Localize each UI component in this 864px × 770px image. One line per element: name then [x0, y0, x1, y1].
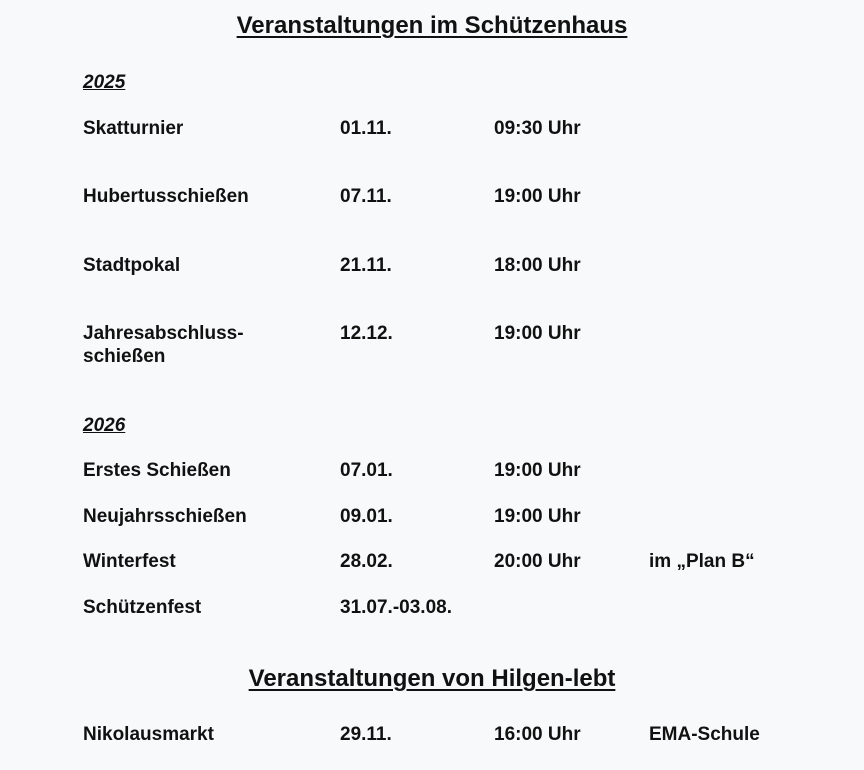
event-time: 19:00 Uhr [494, 186, 581, 207]
event-name: Stadtpokal [83, 255, 181, 276]
event-name: Winterfest [83, 551, 176, 572]
event-time: 19:00 Uhr [494, 506, 581, 527]
event-location: EMA-Schule [649, 724, 760, 745]
year-heading-2025: 2025 [83, 72, 126, 93]
event-date: 29.11. [340, 724, 392, 745]
event-name: Erstes Schießen [83, 460, 231, 481]
event-location: im „Plan B“ [649, 551, 755, 572]
event-name: Neujahrsschießen [83, 506, 247, 527]
event-date: 09.01. [340, 506, 393, 527]
event-name-line2: schießen [83, 346, 166, 367]
event-name: Nikolausmarkt [83, 724, 214, 745]
event-name: Schützenfest [83, 597, 202, 618]
event-name: Skatturnier [83, 118, 184, 139]
event-time: 19:00 Uhr [494, 460, 581, 481]
event-date: 07.11. [340, 186, 392, 207]
event-name: Hubertusschießen [83, 186, 249, 207]
event-date: 28.02. [340, 551, 393, 572]
event-date: 31.07.-03.08. [340, 597, 452, 618]
event-date: 21.11. [340, 255, 392, 276]
event-time: 09:30 Uhr [494, 118, 581, 139]
event-date: 12.12. [340, 323, 393, 344]
event-date: 01.11. [340, 118, 392, 139]
event-name-line1: Jahresabschluss- [83, 323, 244, 344]
event-date: 07.01. [340, 460, 393, 481]
event-time: 16:00 Uhr [494, 724, 581, 745]
page-title: Veranstaltungen im Schützenhaus [236, 12, 628, 39]
event-time: 20:00 Uhr [494, 551, 581, 572]
section-title: Veranstaltungen von Hilgen-lebt [248, 665, 616, 692]
event-time: 19:00 Uhr [494, 323, 581, 344]
year-heading-2026: 2026 [83, 415, 126, 436]
event-time: 18:00 Uhr [494, 255, 581, 276]
